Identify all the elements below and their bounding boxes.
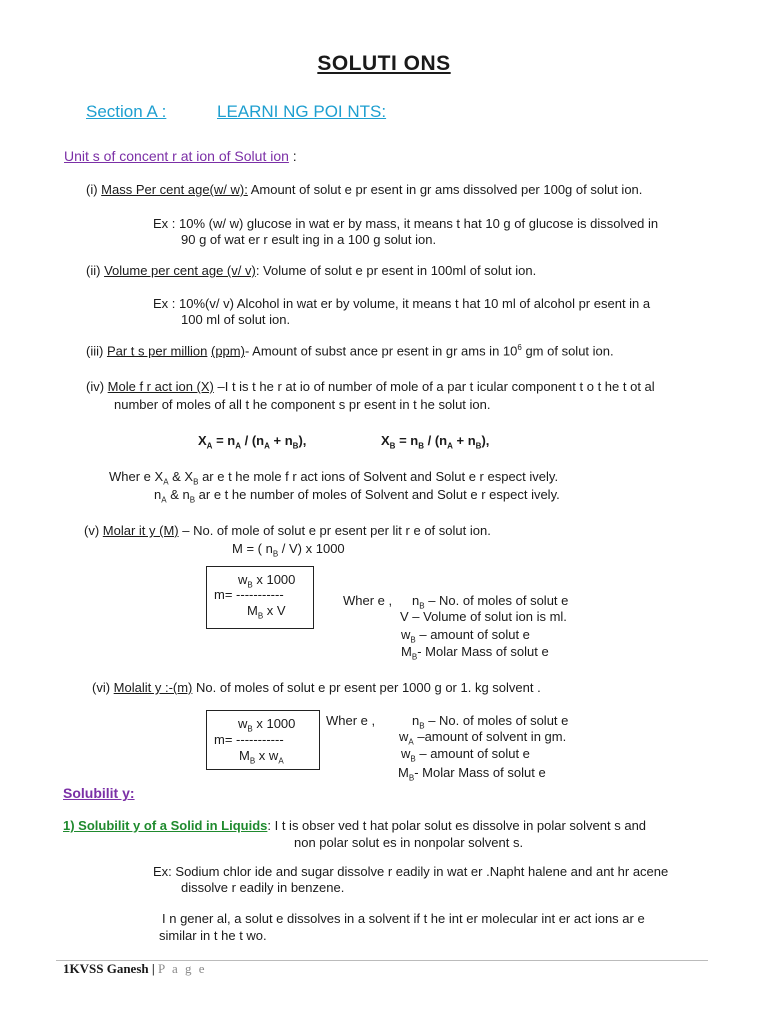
molality-box-denominator: $M_B$ x $w_A$ — [239, 748, 284, 766]
molality-where-label: Wher e , — [326, 713, 376, 728]
molarity-legend-2: V – Volume of solut ion is ml. — [400, 609, 567, 624]
molarity-box-denominator: $M_B$ x V — [247, 603, 286, 621]
ppm-text-end: gm of solut ion. — [521, 343, 614, 359]
molarity-box-numerator: $w_B$ x 1000 — [238, 572, 296, 590]
solubility-example-line1: Ex: Sodium chlor ide and sugar dissolve r eadily in wat er .Napht halene and ant hr acene — [153, 864, 669, 879]
footer-page-word: P a g e — [158, 961, 207, 976]
mass-example-line1: Ex : 10% (w/ w) glucose in wat er by mass, it means t hat 10 g of glucose is dissolved in — [153, 216, 659, 231]
ppm-text: - Amount of subst ance pr esent in gr ams in 10 — [244, 343, 518, 359]
solubility-heading: Solubilit y: — [63, 785, 135, 801]
section-name: LEARNI NG POI NTS: — [217, 102, 387, 121]
volume-example-line2: 100 ml of solut ion. — [181, 312, 291, 327]
mole-fraction-where-line1: Wher e $X_A$ & $X_B$ ar e t he mole f r act ions of Solvent and Solut e r espect ively. — [109, 469, 559, 487]
molarity-definition — [84, 523, 491, 538]
mass-percentage-term: Mass Per cent age(w/ w): — [101, 182, 248, 197]
molarity-formula: M = ( $n_B / V$) x 1000 — [232, 541, 345, 559]
molality-text: No. of moles of solut e pr esent per 1000 g or 1. kg solvent . — [192, 680, 541, 695]
molarity-text: – No. of mole of solut e pr esent per lit r e of solut ion. — [178, 523, 491, 538]
section-prefix: Section A : — [86, 102, 167, 121]
mole-fraction-equation-a: $X_A = n_A / (n_A + n_B)$, — [198, 433, 307, 451]
molarity-legend-1: $n_B$ – No. of moles of solut e — [412, 593, 569, 611]
footer-page-number: 1 — [63, 961, 70, 976]
solubility-text: : I t is obser ved t hat polar solut es dissolve in polar solvent s and — [267, 818, 647, 833]
molarity-box-lhs: m= ----------- — [214, 587, 284, 602]
ppm-definition — [86, 343, 614, 358]
page-footer — [63, 961, 207, 977]
molarity-legend-3: $w_B$ – amount of solut e — [401, 627, 530, 645]
item-number: (i) — [86, 182, 98, 197]
mole-fraction-term: Mole f r act ion (X) — [107, 379, 214, 394]
molality-legend-3: $w_B$ – amount of solut e — [401, 746, 530, 764]
molarity-where-label: Wher e , — [343, 593, 393, 608]
units-heading-row — [64, 148, 297, 164]
solubility-example-line2: dissolve r eadily in benzene. — [181, 880, 345, 895]
volume-percentage-term: Volume per cent age (v/ v) — [104, 263, 256, 278]
volume-percentage-text: : Volume of solut e pr esent in 100ml of solut ion. — [255, 263, 537, 278]
ppm-abbrev: (ppm) — [211, 343, 245, 359]
molality-box-lhs: m= ----------- — [214, 732, 284, 747]
item-number: (v) — [84, 523, 100, 538]
mole-fraction-definition-line1 — [86, 379, 655, 394]
mole-fraction-definition-line2: number of moles of all t he component s pr esent in t he solut ion. — [114, 397, 491, 412]
mole-fraction-equation-b: $X_B = n_B / (n_A + n_B)$, — [381, 433, 490, 451]
ppm-exponent: 6 — [517, 343, 522, 352]
mass-percentage-definition — [86, 182, 642, 197]
volume-example-line1: Ex : 10%(v/ v) Alcohol in wat er by volume, it means t hat 10 ml of alcohol pr esent in a — [153, 296, 651, 311]
mole-fraction-where-line2: $n_A$ & $n_B$ ar e t he number of moles of Solvent and Solut e r espect ively. — [154, 487, 560, 505]
item-number: (iii) — [86, 343, 104, 359]
molality-legend-2: $w_A$ –amount of solvent in gm. — [399, 729, 567, 747]
molality-box-numerator: $w_B$ x 1000 — [238, 716, 296, 734]
mole-fraction-text: –I t is t he r at io of number of mole of a par t icular component t o t he t ot al — [213, 379, 655, 394]
item-number: (iv) — [86, 379, 105, 394]
molarity-term: Molar it y (M) — [102, 523, 179, 538]
page-title: SOLUTI ONS — [317, 52, 451, 75]
molarity-legend-4: $M_B-$ Molar Mass of solut e — [401, 644, 549, 662]
ppm-term: Par t s per million — [106, 343, 208, 359]
solubility-definition-line1 — [63, 818, 646, 833]
solubility-general-line1: I n gener al, a solut e dissolves in a solvent if t he int er molecular int er act ions ar e — [162, 911, 645, 926]
solubility-general-line2: similar in t he t wo. — [159, 928, 267, 943]
molality-legend-1: $n_B$ – No. of moles of solut e — [412, 713, 569, 731]
volume-percentage-definition — [86, 263, 536, 278]
solubility-subheading: 1) Solubilit y of a Solid in Liquids — [63, 818, 268, 833]
item-number: (vi) — [92, 680, 111, 695]
footer-author: KVSS Ganesh — [69, 961, 149, 976]
molality-definition — [92, 680, 541, 695]
molality-legend-4: $M_B-$ Molar Mass of solut e — [398, 765, 546, 783]
molality-term: Molalit y :-(m) — [113, 680, 193, 695]
mass-percentage-text: Amount of solut e pr esent in gr ams dissolved per 100g of solut ion. — [247, 182, 643, 197]
solubility-definition-line2: non polar solut es in nonpolar solvent s. — [294, 835, 524, 850]
units-heading: Unit s of concent r at ion of Solut ion — [64, 148, 289, 164]
units-heading-colon: : — [292, 148, 297, 164]
mass-example-line2: 90 g of wat er r esult ing in a 100 g solut ion. — [181, 232, 437, 247]
item-number: (ii) — [86, 263, 101, 278]
footer-separator: | — [148, 961, 158, 976]
